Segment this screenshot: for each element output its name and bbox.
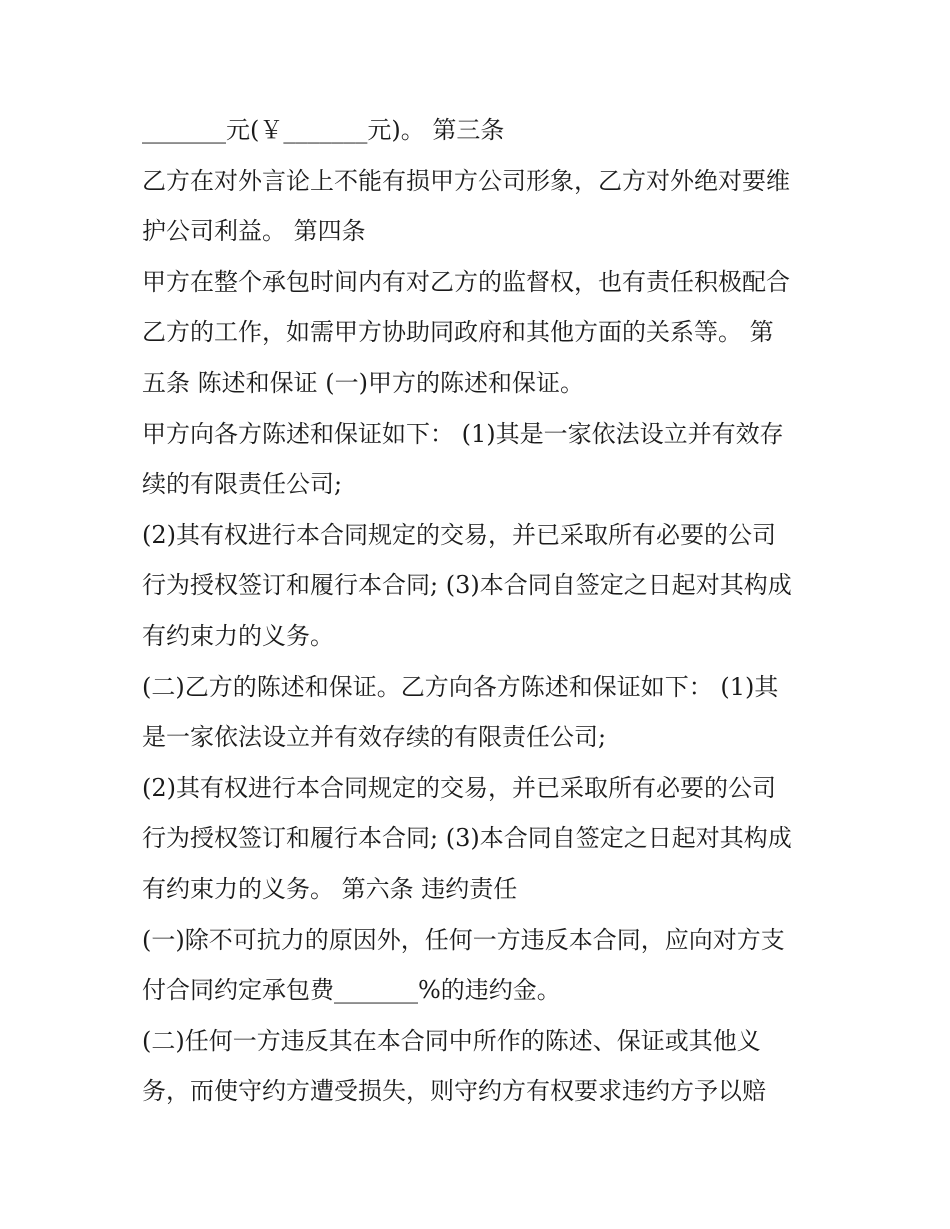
text-line: _______元(￥_______元)。 第三条	[142, 116, 505, 144]
text-line: 五条 陈述和保证 (一)甲方的陈述和保证。	[142, 368, 584, 397]
text-line: 行为授权签订和履行本合同; (3)本合同自签定之日起对其构成	[142, 571, 792, 600]
text-line: 务，而使守约方遭受损失，则守约方有权要求违约方予以赔	[142, 1077, 766, 1106]
text-line: (二)任何一方违反其在本合同中所作的陈述、保证或其他义	[142, 1026, 761, 1055]
text-line: (二)乙方的陈述和保证。乙方向各方陈述和保证如下： (1)其	[142, 672, 779, 701]
text-line: (2)其有权进行本合同规定的交易，并已采取所有必要的公司	[142, 773, 776, 802]
text-line: 行为授权签订和履行本合同; (3)本合同自签定之日起对其构成	[142, 824, 792, 853]
text-line: 续的有限责任公司;	[142, 470, 343, 499]
document-body	[142, 108, 822, 1120]
text-line: 甲方向各方陈述和保证如下： (1)其是一家依法设立并有效存	[142, 419, 784, 448]
text-line: 乙方的工作，如需甲方协助同政府和其他方面的关系等。 第	[142, 318, 774, 347]
text-line: (2)其有权进行本合同规定的交易，并已采取所有必要的公司	[142, 520, 776, 549]
text-line: 护公司利益。 第四条	[142, 217, 366, 246]
text-line: 是一家依法设立并有效存续的有限责任公司;	[142, 723, 607, 752]
text-line: 乙方在对外言论上不能有损甲方公司形象，乙方对外绝对要维	[142, 166, 790, 195]
text-line: (一)除不可抗力的原因外，任何一方违反本合同，应向对方支	[142, 925, 785, 954]
text-line: 甲方在整个承包时间内有对乙方的监督权，也有责任积极配合	[142, 267, 790, 296]
text-line: 付合同约定承包费_______%的违约金。	[142, 976, 561, 1005]
text-line: 有约束力的义务。	[142, 621, 334, 650]
text-line: 有约束力的义务。 第六条 违约责任	[142, 874, 518, 903]
